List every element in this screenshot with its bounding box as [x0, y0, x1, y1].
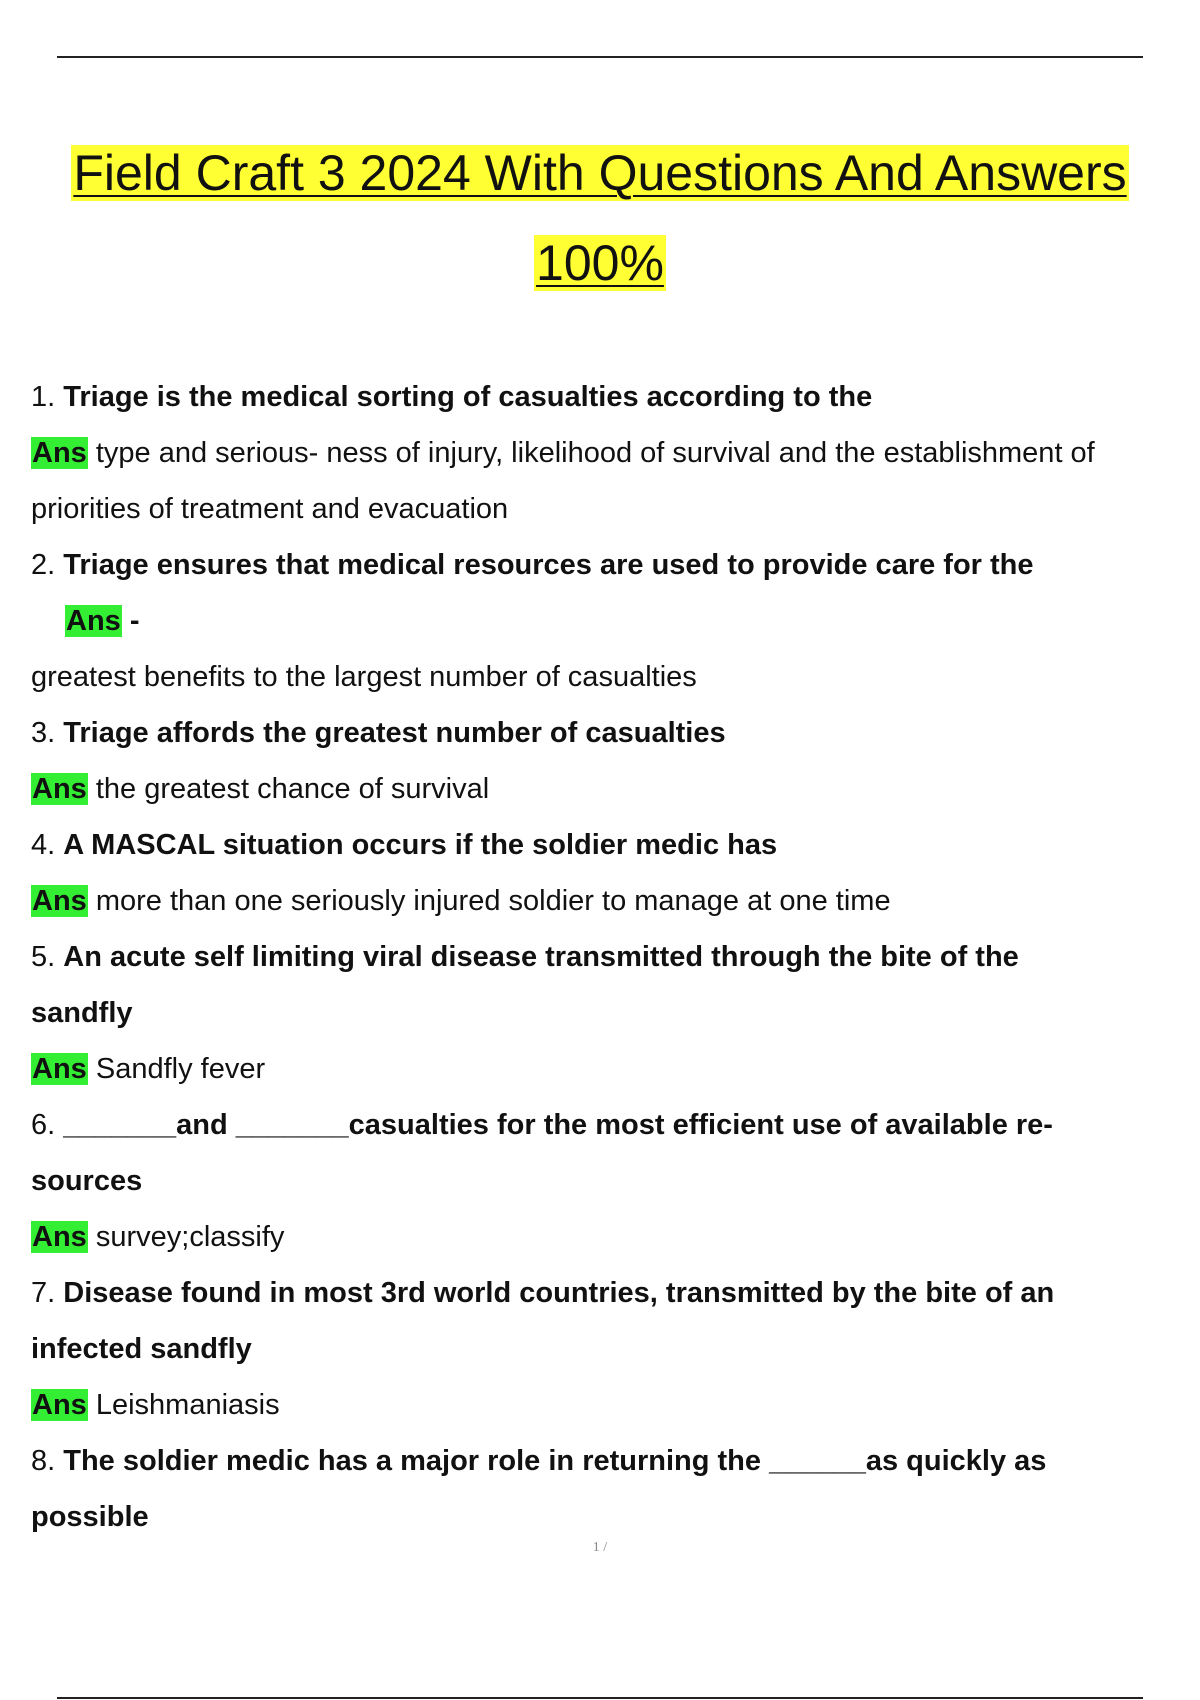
question-answer-list — [31, 369, 1200, 1545]
ans-label: Ans — [32, 773, 87, 805]
answer-dash: - — [121, 605, 140, 637]
answer-4 — [31, 873, 1200, 929]
question-number: 5. — [31, 941, 56, 973]
question-text: Triage is the medical sorting of casualties according to the — [63, 381, 873, 413]
title-line-1: Field Craft 3 2024 With Questions And Answers — [73, 145, 1127, 201]
question-6-continued — [31, 1153, 1200, 1209]
question-text: possible — [31, 1501, 149, 1533]
ans-label: Ans — [32, 1389, 87, 1421]
question-2 — [31, 537, 1200, 593]
answer-2-continued — [31, 649, 1200, 705]
answer-6 — [31, 1209, 1200, 1265]
answer-text: priorities of treatment and evacuation — [31, 493, 509, 525]
question-4 — [31, 817, 1200, 873]
question-text: A MASCAL situation occurs if the soldier medic has — [63, 829, 778, 861]
question-number: 2. — [31, 549, 56, 581]
answer-2 — [31, 593, 1200, 649]
document-title — [0, 128, 1200, 308]
question-text: sources — [31, 1165, 143, 1197]
page-number: 1 / — [592, 1540, 608, 1555]
answer-1-continued — [31, 481, 1200, 537]
ans-label: Ans — [32, 437, 87, 469]
question-text: sandfly — [31, 997, 133, 1029]
question-text: Disease found in most 3rd world countries, transmitted by the bite of an — [63, 1277, 1055, 1309]
question-number: 8. — [31, 1445, 56, 1477]
ans-label: Ans — [66, 605, 121, 637]
question-7-continued — [31, 1321, 1200, 1377]
answer-text: more than one seriously injured soldier to manage at one time — [87, 885, 891, 917]
question-number: 4. — [31, 829, 56, 861]
answer-1 — [31, 425, 1200, 481]
ans-label: Ans — [32, 885, 87, 917]
question-7 — [31, 1265, 1200, 1321]
question-8 — [31, 1433, 1200, 1489]
bottom-rule — [57, 1697, 1143, 1699]
question-text: _______and _______casualties for the most efficient use of available re- — [63, 1109, 1053, 1141]
title-line-2: 100% — [536, 235, 664, 291]
answer-5 — [31, 1041, 1200, 1097]
question-number: 7. — [31, 1277, 56, 1309]
question-number: 1. — [31, 381, 56, 413]
question-3 — [31, 705, 1200, 761]
top-rule — [57, 56, 1143, 58]
question-number: 3. — [31, 717, 56, 749]
question-5-continued — [31, 985, 1200, 1041]
question-1 — [31, 369, 1200, 425]
answer-text: the greatest chance of survival — [87, 773, 490, 805]
answer-text: Leishmaniasis — [87, 1389, 280, 1421]
answer-text: survey;classify — [87, 1221, 285, 1253]
answer-text: type and serious- ness of injury, likelihood of survival and the establishment of — [87, 437, 1095, 469]
question-text: The soldier medic has a major role in returning the ______as quickly as — [63, 1445, 1047, 1477]
ans-label: Ans — [32, 1221, 87, 1253]
answer-3 — [31, 761, 1200, 817]
answer-7 — [31, 1377, 1200, 1433]
question-text: Triage ensures that medical resources are used to provide care for the — [63, 549, 1034, 581]
question-text: infected sandfly — [31, 1333, 252, 1365]
question-6 — [31, 1097, 1200, 1153]
question-number: 6. — [31, 1109, 56, 1141]
answer-text: greatest benefits to the largest number of casualties — [31, 661, 697, 693]
answer-text: Sandfly fever — [87, 1053, 266, 1085]
question-text: Triage affords the greatest number of casualties — [63, 717, 726, 749]
question-5 — [31, 929, 1200, 985]
ans-label: Ans — [32, 1053, 87, 1085]
question-text: An acute self limiting viral disease transmitted through the bite of the — [63, 941, 1019, 973]
question-8-continued — [31, 1489, 1200, 1545]
